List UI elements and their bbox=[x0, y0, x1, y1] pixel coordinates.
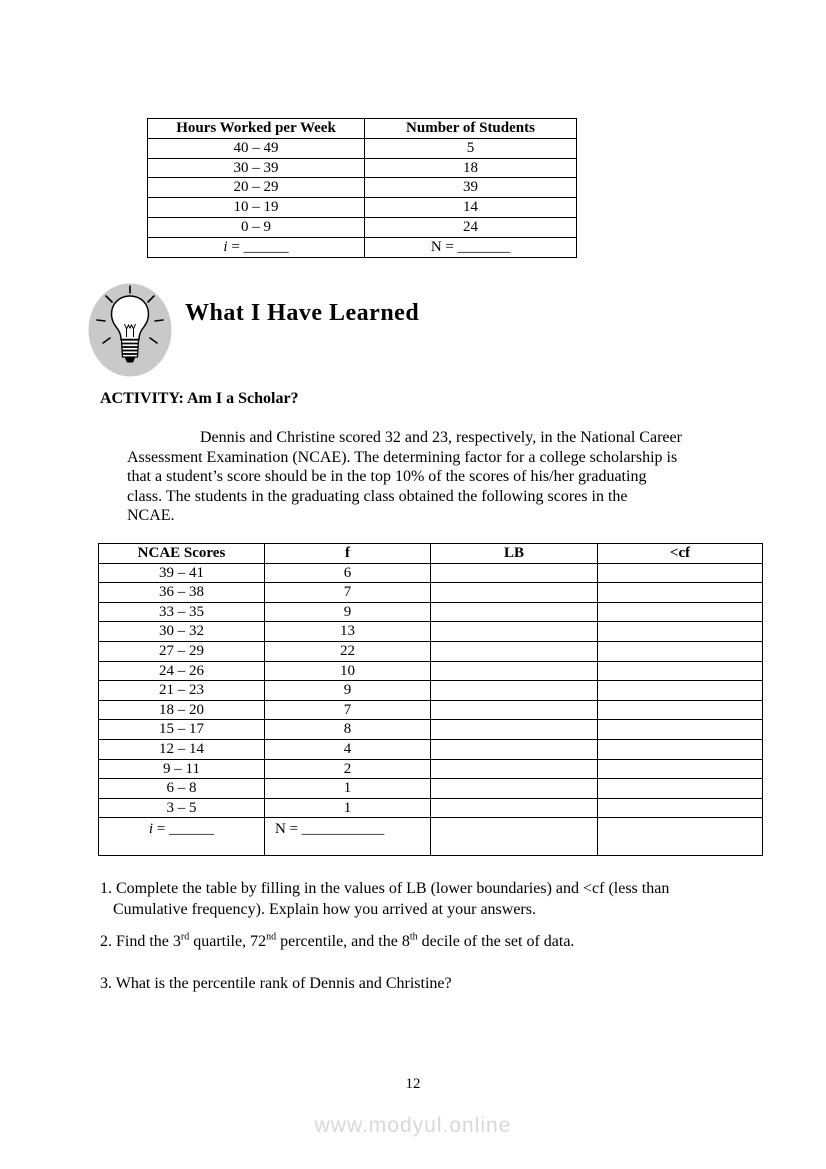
cf-cell bbox=[598, 661, 763, 681]
frequency-cell: 5 bbox=[365, 138, 577, 158]
lb-cell bbox=[431, 759, 598, 779]
frequency-cell: 9 bbox=[265, 681, 431, 701]
lb-cell bbox=[431, 798, 598, 818]
frequency-cell: 8 bbox=[265, 720, 431, 740]
n-blank-cell: N = _______ bbox=[365, 237, 577, 257]
cf-cell bbox=[598, 622, 763, 642]
hours-header: Hours Worked per Week bbox=[148, 119, 365, 139]
class-interval-cell: 36 – 38 bbox=[99, 583, 265, 603]
table-row bbox=[148, 217, 577, 237]
lightbulb-icon bbox=[88, 283, 172, 377]
lb-cell bbox=[431, 661, 598, 681]
table-row bbox=[148, 198, 577, 218]
table-row bbox=[99, 641, 763, 661]
class-interval-cell: 27 – 29 bbox=[99, 641, 265, 661]
table-row bbox=[148, 178, 577, 198]
cf-cell bbox=[598, 700, 763, 720]
table-row bbox=[99, 720, 763, 740]
table-row bbox=[99, 779, 763, 799]
cf-cell bbox=[598, 818, 763, 856]
i-symbol: i bbox=[223, 238, 228, 255]
class-interval-cell: 33 – 35 bbox=[99, 602, 265, 622]
frequency-cell: 1 bbox=[265, 779, 431, 799]
class-interval-cell: 6 – 8 bbox=[99, 779, 265, 799]
f-header: f bbox=[265, 544, 431, 564]
cf-cell bbox=[598, 563, 763, 583]
ordinal-suffix: th bbox=[409, 931, 418, 943]
cf-cell bbox=[598, 602, 763, 622]
frequency-cell: 9 bbox=[265, 602, 431, 622]
frequency-cell: 6 bbox=[265, 563, 431, 583]
lb-cell bbox=[431, 720, 598, 740]
cf-cell bbox=[598, 739, 763, 759]
section-title: What I Have Learned bbox=[185, 300, 420, 326]
ordinal-suffix: nd bbox=[266, 931, 277, 943]
i-blank: = ______ bbox=[227, 238, 289, 255]
table-header-row bbox=[99, 544, 763, 564]
question-text: decile of the set of data. bbox=[417, 933, 575, 950]
class-interval-cell: 10 – 19 bbox=[148, 198, 365, 218]
lb-cell bbox=[431, 641, 598, 661]
class-interval-cell: 30 – 39 bbox=[148, 158, 365, 178]
question-2 bbox=[100, 931, 574, 952]
class-interval-cell: 40 – 49 bbox=[148, 138, 365, 158]
question-text: percentile, and the 8 bbox=[276, 933, 410, 950]
frequency-cell: 1 bbox=[265, 798, 431, 818]
class-interval-cell: 0 – 9 bbox=[148, 217, 365, 237]
activity-paragraph bbox=[127, 428, 731, 526]
table-row bbox=[99, 661, 763, 681]
paragraph-line: Assessment Examination (NCAE). The determining factor for a college scholarship is bbox=[127, 448, 678, 466]
class-interval-cell: 3 – 5 bbox=[99, 798, 265, 818]
lb-cell bbox=[431, 818, 598, 856]
table-row bbox=[99, 563, 763, 583]
question-line bbox=[100, 931, 574, 952]
cf-cell bbox=[598, 681, 763, 701]
ordinal-suffix: rd bbox=[180, 931, 190, 943]
lb-cell bbox=[431, 583, 598, 603]
class-size-blank-cell bbox=[99, 818, 265, 856]
lb-cell bbox=[431, 681, 598, 701]
frequency-cell: 2 bbox=[265, 759, 431, 779]
class-interval-cell: 12 – 14 bbox=[99, 739, 265, 759]
frequency-cell: 18 bbox=[365, 158, 577, 178]
cf-cell bbox=[598, 779, 763, 799]
table-row bbox=[99, 602, 763, 622]
class-size-blank-cell bbox=[148, 237, 365, 257]
question-line: Cumulative frequency). Explain how you arrived at your answers. bbox=[113, 901, 536, 918]
frequency-cell: 24 bbox=[365, 217, 577, 237]
lb-cell bbox=[431, 602, 598, 622]
cf-cell bbox=[598, 641, 763, 661]
frequency-cell: 10 bbox=[265, 661, 431, 681]
class-interval-cell: 30 – 32 bbox=[99, 622, 265, 642]
cf-cell bbox=[598, 720, 763, 740]
class-interval-cell: 24 – 26 bbox=[99, 661, 265, 681]
question-line: 3. What is the percentile rank of Dennis and Christine? bbox=[100, 975, 452, 992]
cf-header: <cf bbox=[598, 544, 763, 564]
frequency-cell: 22 bbox=[265, 641, 431, 661]
cf-cell bbox=[598, 583, 763, 603]
i-symbol: i bbox=[148, 821, 154, 838]
paragraph-line: that a student’s score should be in the top 10% of the scores of his/her graduating bbox=[127, 468, 647, 485]
question-text: quartile, 72 bbox=[189, 933, 267, 950]
activity-heading: ACTIVITY: Am I a Scholar? bbox=[100, 390, 299, 407]
paragraph-line: class. The students in the graduating class obtained the following scores in the bbox=[127, 487, 628, 505]
table-row bbox=[99, 739, 763, 759]
i-blank: = ______ bbox=[153, 821, 215, 838]
class-interval-cell: 15 – 17 bbox=[99, 720, 265, 740]
table-row bbox=[99, 681, 763, 701]
question-3 bbox=[100, 973, 452, 994]
lb-cell bbox=[431, 622, 598, 642]
paragraph-line: NCAE. bbox=[127, 507, 175, 524]
table-footer-row bbox=[99, 818, 763, 856]
page-number: 12 bbox=[405, 1076, 421, 1092]
lb-cell bbox=[431, 779, 598, 799]
ncae-scores-table bbox=[98, 543, 763, 856]
table-row bbox=[99, 622, 763, 642]
table-row bbox=[99, 583, 763, 603]
cf-cell bbox=[598, 759, 763, 779]
frequency-cell: 7 bbox=[265, 583, 431, 603]
lb-cell bbox=[431, 739, 598, 759]
lb-cell bbox=[431, 700, 598, 720]
lb-cell bbox=[431, 563, 598, 583]
frequency-cell: 4 bbox=[265, 739, 431, 759]
question-1 bbox=[100, 878, 669, 920]
paragraph-line: Dennis and Christine scored 32 and 23, respectively, in the National Career bbox=[200, 429, 682, 446]
frequency-cell: 39 bbox=[365, 178, 577, 198]
n-blank-cell: N = ___________ bbox=[265, 818, 431, 856]
question-line: 1. Complete the table by filling in the values of LB (lower boundaries) and <cf (less than bbox=[100, 880, 670, 897]
question-text: 2. Find the 3 bbox=[100, 933, 181, 950]
table-row bbox=[99, 759, 763, 779]
table-row bbox=[99, 700, 763, 720]
class-interval-cell: 20 – 29 bbox=[148, 178, 365, 198]
lb-header: LB bbox=[431, 544, 598, 564]
class-interval-cell: 21 – 23 bbox=[99, 681, 265, 701]
table-row bbox=[148, 158, 577, 178]
class-interval-cell: 9 – 11 bbox=[99, 759, 265, 779]
class-interval-cell: 18 – 20 bbox=[99, 700, 265, 720]
students-header: Number of Students bbox=[365, 119, 577, 139]
class-interval-cell: 39 – 41 bbox=[99, 563, 265, 583]
table-row bbox=[148, 138, 577, 158]
table-header-row bbox=[148, 119, 577, 139]
watermark: www.modyul.online bbox=[314, 1114, 512, 1137]
cf-cell bbox=[598, 798, 763, 818]
frequency-cell: 14 bbox=[365, 198, 577, 218]
frequency-cell: 13 bbox=[265, 622, 431, 642]
ncae-scores-header: NCAE Scores bbox=[99, 544, 265, 564]
frequency-cell: 7 bbox=[265, 700, 431, 720]
hours-worked-table bbox=[147, 118, 577, 258]
table-footer-row bbox=[148, 237, 577, 257]
table-row bbox=[99, 798, 763, 818]
